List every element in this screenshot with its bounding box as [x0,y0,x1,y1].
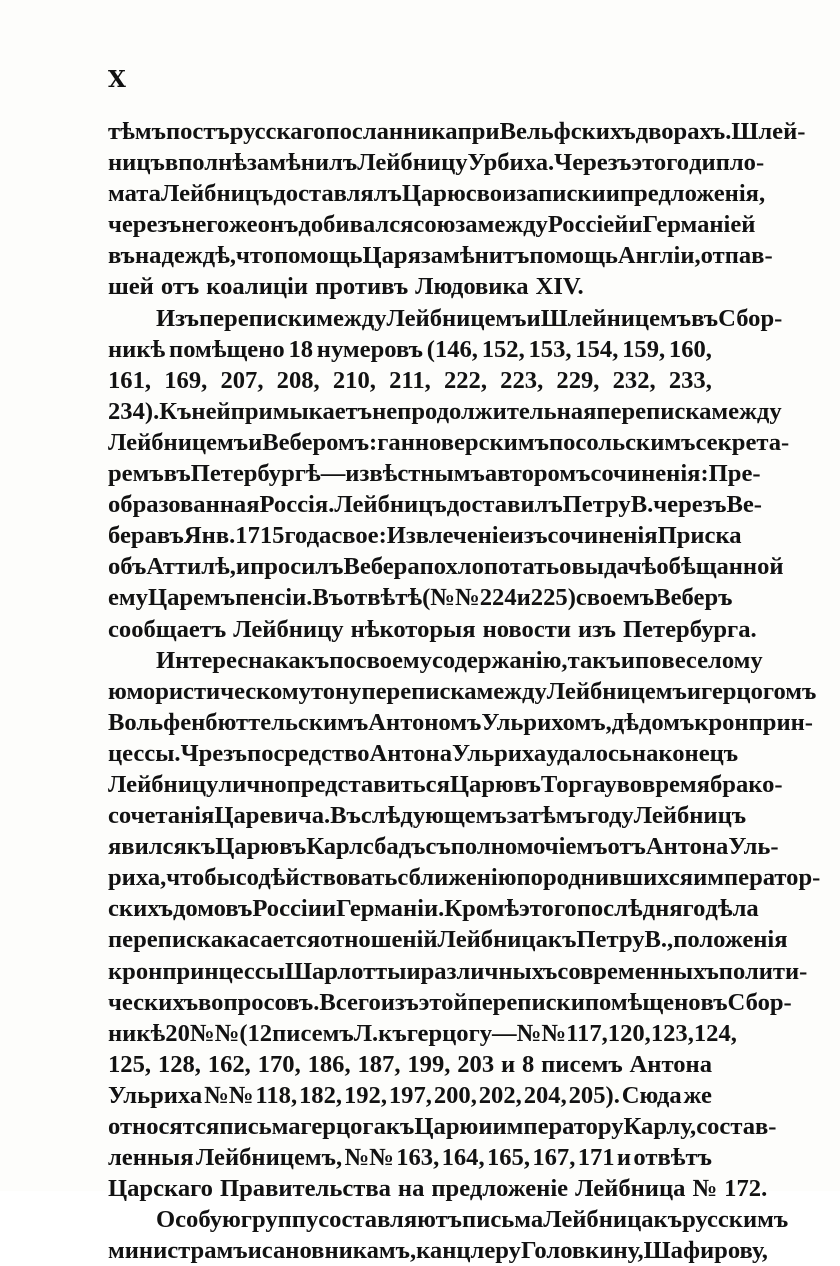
text-line: ленныя Лейбницемъ, №№ 163, 164, 165, 167, 171 и отвѣтъ [108,1144,712,1172]
text-line: въ надеждѣ, что помощь Царя замѣнитъ помощь Англіи, отпав- [108,242,773,270]
text-line: черезъ него же онъ добивался союза между Россіей и Германіей [108,211,756,239]
text-line: никѣ помѣщено 18 нумеровъ (146, 152, 153, 154, 159, 160, [108,335,712,363]
paragraph [108,303,790,645]
text-line: относятся письма герцога къ Царю и императору Карлу, состав- [108,1113,777,1140]
text-line: ческихъ вопросовъ. Всего изъ этой переписки помѣщено въ Сбор- [108,988,792,1016]
text-line: скихъ домовъ Россіи и Германіи. Кромѣ этого послѣдняго дѣла [108,895,759,923]
text-line: ницъ вполнѣ замѣнилъ Лейбницу Урбиха. Черезъ этого дипло- [108,149,765,177]
text-line: мата Лейбницъ доставлялъ Царю свои записки и предложенія, [108,180,766,208]
text-line: тѣмъ постъ русскаго посланника при Вельфскихъ дворахъ. Шлей- [108,118,806,145]
body-text [108,116,821,1266]
text-line: кронпринцессы Шарлотты и различныхъ современныхъ полити- [108,957,808,985]
text-line: шей отъ коалиціи противъ Людовика XIV. [108,273,584,301]
text-line: Царскаго Правительства на предложеніе Лейбница № 172. [108,1175,768,1203]
text-line: Лейбницемъ и Веберомъ: ганноверскимъ посольскимъ секрета- [108,428,790,456]
text-line: 125, 128, 162, 170, 186, 187, 199, 203 и 8 писемъ Антона [108,1050,712,1078]
text-line: 161, 169, 207, 208, 210, 211, 222, 223, 229, 232, 233, [108,366,712,394]
text-line: Вольфенбюттельскимъ Антономъ Ульрихомъ, дѣдомъ кронприн- [108,708,813,736]
text-line: сообщаетъ Лейбницу нѣкоторыя новости изъ Петербурга. [108,615,757,643]
text-line: Особую группу составляютъ письма Лейбница къ русскимъ [156,1206,789,1234]
text-line: ему Царемъ пенсіи. Въ отвѣтѣ (№№ 224 и 225) своемъ Веберъ [108,584,733,612]
text-line: Лейбницу лично представиться Царю въ Торгау во время брако- [108,770,783,798]
paragraph [108,1204,789,1266]
page-number: X [108,66,126,93]
text-line: переписка касается отношеній Лейбница къ Петру В., положенія [108,926,788,954]
text-line: цессы. Чрезъ посредство Антона Ульриха удалось наконецъ [108,739,739,767]
text-line: никѣ 20 №№ (12 писемъ Л. къ герцогу—№№ 117, 120, 123, 124, [108,1019,737,1047]
text-line: риха, чтобы содѣйствовать сближенію породнившихся император- [108,864,821,892]
text-line: объ Аттилѣ, и просилъ Вебера похлопотать о выдачѣ обѣщанной [108,553,784,581]
text-line: Ульриха №№ 118, 182, 192, 197, 200, 202, 204, 205). Сюда же [108,1081,712,1109]
text-line: образованная Россія. Лейбницъ доставилъ Петру В. черезъ Ве- [108,491,762,519]
text-line: министрамъ и сановникамъ, канцлеру Головкину, Шафирову, [108,1237,768,1265]
text-line: бера въ Янв. 1715 года свое: Извлеченіе изъ сочиненія Приска [108,522,742,550]
text-line: юмористическому тону переписка между Лейбницемъ и герцогомъ [108,677,817,705]
text-line: Изъ переписки между Лейбницемъ и Шлейницемъ въ Сбор- [156,304,783,332]
text-line: 234). Къ ней примыкаетъ непродолжительная переписка между [108,397,782,425]
text-line: явился къ Царю въ Карлсбадъ съ полномочіемъ отъ Антона Уль- [108,833,779,861]
text-line: Интересна какъ по своему содержанію, такъ и по веселому [156,646,763,674]
paragraph [108,116,806,303]
text-line: сочетанія Царевича. Въ слѣдующемъ за тѣмъ году Лейбницъ [108,802,747,830]
text-line: ремъ въ Петербургѣ — извѣстнымъ авторомъ сочиненія: Пре- [108,460,761,488]
paragraph [108,645,821,1205]
